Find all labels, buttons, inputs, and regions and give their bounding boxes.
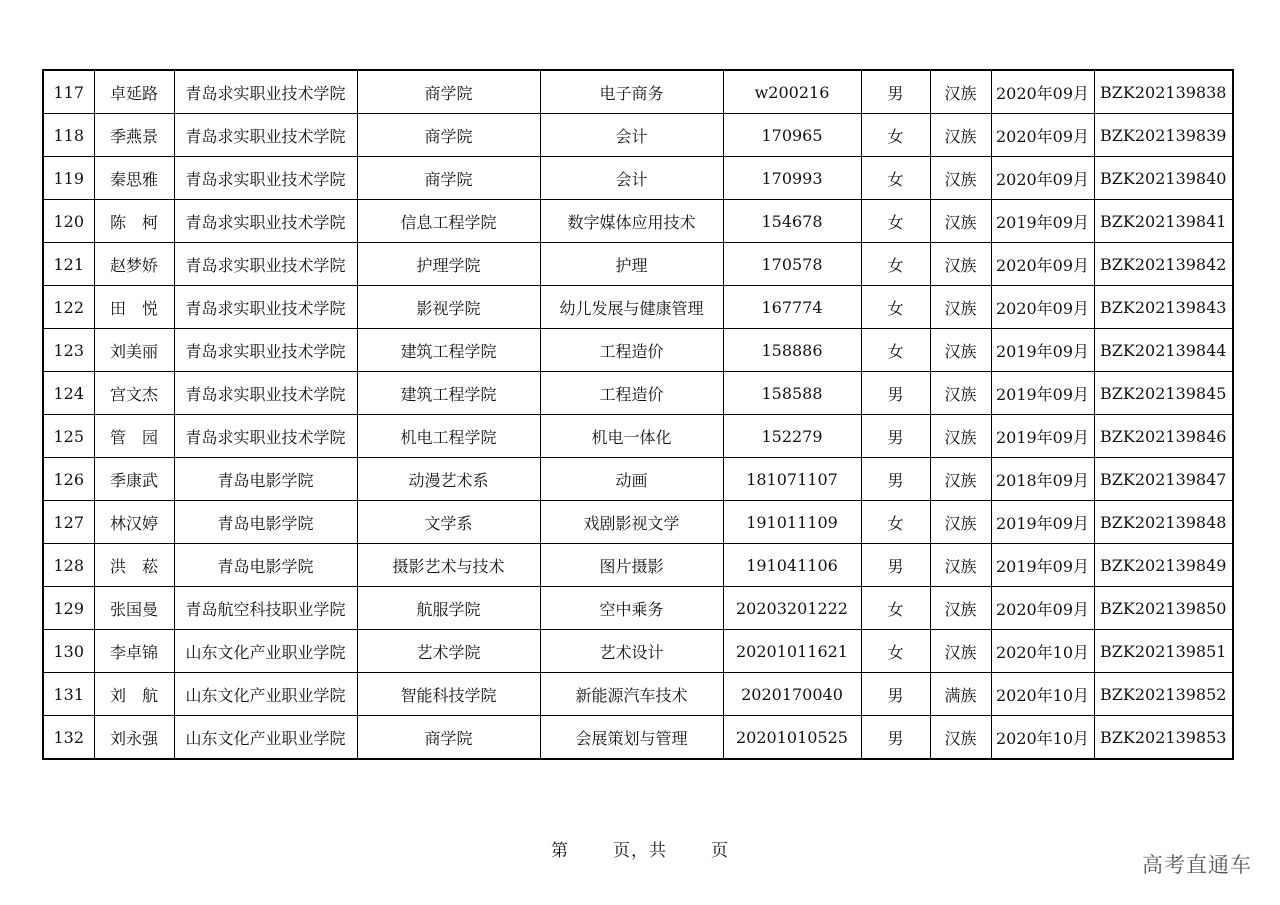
- student-id-cell: 20201011621: [723, 630, 861, 673]
- student-name-cell: 陈 柯: [94, 200, 174, 243]
- student-id-cell: 152279: [723, 415, 861, 458]
- school-name-cell: 青岛求实职业技术学院: [174, 286, 357, 329]
- student-id-cell: 20203201222: [723, 587, 861, 630]
- ethnicity-cell: 汉族: [930, 114, 991, 157]
- certificate-number-cell: BZK202139847: [1094, 458, 1233, 501]
- table-row: [43, 70, 1233, 114]
- gender-cell: 女: [861, 587, 930, 630]
- gender-cell: 男: [861, 673, 930, 716]
- ethnicity-cell: 汉族: [930, 458, 991, 501]
- school-name-cell: 青岛求实职业技术学院: [174, 70, 357, 114]
- row-number-cell: 121: [43, 243, 94, 286]
- gender-cell: 女: [861, 114, 930, 157]
- ethnicity-cell: 汉族: [930, 329, 991, 372]
- row-number-cell: 120: [43, 200, 94, 243]
- school-name-cell: 青岛求实职业技术学院: [174, 243, 357, 286]
- student-name-cell: 卓延路: [94, 70, 174, 114]
- table-row: [43, 458, 1233, 501]
- enrollment-date-cell: 2020年09月: [991, 243, 1094, 286]
- ethnicity-cell: 汉族: [930, 544, 991, 587]
- certificate-number-cell: BZK202139839: [1094, 114, 1233, 157]
- student-id-cell: 158588: [723, 372, 861, 415]
- department-cell: 影视学院: [357, 286, 540, 329]
- row-number-cell: 132: [43, 716, 94, 760]
- enrollment-date-cell: 2018年09月: [991, 458, 1094, 501]
- department-cell: 机电工程学院: [357, 415, 540, 458]
- student-name-cell: 张国曼: [94, 587, 174, 630]
- student-id-cell: 170965: [723, 114, 861, 157]
- table-row: [43, 286, 1233, 329]
- student-id-cell: 158886: [723, 329, 861, 372]
- major-cell: 会计: [540, 157, 723, 200]
- major-cell: 机电一体化: [540, 415, 723, 458]
- major-cell: 新能源汽车技术: [540, 673, 723, 716]
- student-table: [42, 69, 1234, 760]
- table-row: [43, 157, 1233, 200]
- gender-cell: 男: [861, 716, 930, 760]
- student-name-cell: 李卓锦: [94, 630, 174, 673]
- enrollment-date-cell: 2019年09月: [991, 200, 1094, 243]
- enrollment-date-cell: 2020年10月: [991, 673, 1094, 716]
- page-suffix: 页: [711, 841, 729, 861]
- table-row: [43, 673, 1233, 716]
- certificate-number-cell: BZK202139853: [1094, 716, 1233, 760]
- school-name-cell: 青岛航空科技职业学院: [174, 587, 357, 630]
- department-cell: 文学系: [357, 501, 540, 544]
- table-row: [43, 114, 1233, 157]
- major-cell: 空中乘务: [540, 587, 723, 630]
- ethnicity-cell: 汉族: [930, 587, 991, 630]
- table-row: [43, 243, 1233, 286]
- enrollment-date-cell: 2019年09月: [991, 372, 1094, 415]
- student-id-cell: 170578: [723, 243, 861, 286]
- ethnicity-cell: 汉族: [930, 415, 991, 458]
- student-id-cell: 2020170040: [723, 673, 861, 716]
- ethnicity-cell: 汉族: [930, 286, 991, 329]
- table-row: [43, 329, 1233, 372]
- row-number-cell: 130: [43, 630, 94, 673]
- enrollment-date-cell: 2019年09月: [991, 544, 1094, 587]
- gender-cell: 男: [861, 415, 930, 458]
- department-cell: 护理学院: [357, 243, 540, 286]
- gender-cell: 男: [861, 70, 930, 114]
- major-cell: 图片摄影: [540, 544, 723, 587]
- certificate-number-cell: BZK202139851: [1094, 630, 1233, 673]
- ethnicity-cell: 汉族: [930, 157, 991, 200]
- table-row: [43, 716, 1233, 760]
- enrollment-date-cell: 2019年09月: [991, 329, 1094, 372]
- major-cell: 幼儿发展与健康管理: [540, 286, 723, 329]
- school-name-cell: 山东文化产业职业学院: [174, 673, 357, 716]
- student-name-cell: 刘 航: [94, 673, 174, 716]
- ethnicity-cell: 汉族: [930, 372, 991, 415]
- department-cell: 商学院: [357, 157, 540, 200]
- certificate-number-cell: BZK202139843: [1094, 286, 1233, 329]
- row-number-cell: 117: [43, 70, 94, 114]
- student-id-cell: 191011109: [723, 501, 861, 544]
- enrollment-date-cell: 2020年09月: [991, 157, 1094, 200]
- school-name-cell: 青岛求实职业技术学院: [174, 415, 357, 458]
- student-name-cell: 秦思雅: [94, 157, 174, 200]
- student-id-cell: 191041106: [723, 544, 861, 587]
- major-cell: 电子商务: [540, 70, 723, 114]
- enrollment-date-cell: 2020年10月: [991, 716, 1094, 760]
- school-name-cell: 青岛求实职业技术学院: [174, 157, 357, 200]
- department-cell: 摄影艺术与技术: [357, 544, 540, 587]
- row-number-cell: 122: [43, 286, 94, 329]
- major-cell: 动画: [540, 458, 723, 501]
- school-name-cell: 山东文化产业职业学院: [174, 630, 357, 673]
- certificate-number-cell: BZK202139842: [1094, 243, 1233, 286]
- gender-cell: 女: [861, 630, 930, 673]
- school-name-cell: 青岛电影学院: [174, 544, 357, 587]
- student-id-cell: 181071107: [723, 458, 861, 501]
- table-row: [43, 587, 1233, 630]
- gender-cell: 女: [861, 200, 930, 243]
- row-number-cell: 127: [43, 501, 94, 544]
- department-cell: 商学院: [357, 70, 540, 114]
- student-name-cell: 林汉婷: [94, 501, 174, 544]
- school-name-cell: 青岛求实职业技术学院: [174, 372, 357, 415]
- ethnicity-cell: 汉族: [930, 630, 991, 673]
- major-cell: 会展策划与管理: [540, 716, 723, 760]
- department-cell: 动漫艺术系: [357, 458, 540, 501]
- major-cell: 工程造价: [540, 372, 723, 415]
- department-cell: 智能科技学院: [357, 673, 540, 716]
- enrollment-date-cell: 2020年09月: [991, 286, 1094, 329]
- gender-cell: 男: [861, 458, 930, 501]
- gender-cell: 女: [861, 243, 930, 286]
- row-number-cell: 129: [43, 587, 94, 630]
- gender-cell: 男: [861, 372, 930, 415]
- gender-cell: 女: [861, 157, 930, 200]
- ethnicity-cell: 汉族: [930, 243, 991, 286]
- row-number-cell: 124: [43, 372, 94, 415]
- major-cell: 戏剧影视文学: [540, 501, 723, 544]
- table-row: [43, 372, 1233, 415]
- ethnicity-cell: 汉族: [930, 200, 991, 243]
- certificate-number-cell: BZK202139838: [1094, 70, 1233, 114]
- gender-cell: 女: [861, 329, 930, 372]
- school-name-cell: 青岛求实职业技术学院: [174, 329, 357, 372]
- gender-cell: 女: [861, 286, 930, 329]
- ethnicity-cell: 汉族: [930, 70, 991, 114]
- student-name-cell: 洪 菘: [94, 544, 174, 587]
- watermark-logo-text: 高考直通车: [1142, 853, 1252, 877]
- row-number-cell: 125: [43, 415, 94, 458]
- table-row: [43, 200, 1233, 243]
- student-id-cell: 154678: [723, 200, 861, 243]
- gender-cell: 女: [861, 501, 930, 544]
- student-id-cell: 167774: [723, 286, 861, 329]
- student-id-cell: w200216: [723, 70, 861, 114]
- page-footer: [0, 836, 1280, 861]
- student-name-cell: 田 悦: [94, 286, 174, 329]
- certificate-number-cell: BZK202139844: [1094, 329, 1233, 372]
- ethnicity-cell: 汉族: [930, 716, 991, 760]
- row-number-cell: 128: [43, 544, 94, 587]
- ethnicity-cell: 满族: [930, 673, 991, 716]
- major-cell: 艺术设计: [540, 630, 723, 673]
- department-cell: 商学院: [357, 716, 540, 760]
- ethnicity-cell: 汉族: [930, 501, 991, 544]
- table-row: [43, 544, 1233, 587]
- certificate-number-cell: BZK202139846: [1094, 415, 1233, 458]
- table-row: [43, 415, 1233, 458]
- department-cell: 建筑工程学院: [357, 329, 540, 372]
- major-cell: 会计: [540, 114, 723, 157]
- table-row: [43, 630, 1233, 673]
- department-cell: 商学院: [357, 114, 540, 157]
- enrollment-date-cell: 2020年09月: [991, 114, 1094, 157]
- department-cell: 艺术学院: [357, 630, 540, 673]
- certificate-number-cell: BZK202139849: [1094, 544, 1233, 587]
- row-number-cell: 131: [43, 673, 94, 716]
- department-cell: 航服学院: [357, 587, 540, 630]
- student-name-cell: 刘美丽: [94, 329, 174, 372]
- enrollment-date-cell: 2020年09月: [991, 587, 1094, 630]
- enrollment-date-cell: 2020年10月: [991, 630, 1094, 673]
- department-cell: 信息工程学院: [357, 200, 540, 243]
- page-middle: 页，共: [613, 841, 667, 861]
- student-name-cell: 赵梦娇: [94, 243, 174, 286]
- certificate-number-cell: BZK202139840: [1094, 157, 1233, 200]
- enrollment-date-cell: 2019年09月: [991, 501, 1094, 544]
- major-cell: 护理: [540, 243, 723, 286]
- enrollment-date-cell: 2019年09月: [991, 415, 1094, 458]
- certificate-number-cell: BZK202139850: [1094, 587, 1233, 630]
- student-id-cell: 170993: [723, 157, 861, 200]
- certificate-number-cell: BZK202139852: [1094, 673, 1233, 716]
- school-name-cell: 青岛电影学院: [174, 501, 357, 544]
- row-number-cell: 118: [43, 114, 94, 157]
- row-number-cell: 123: [43, 329, 94, 372]
- student-name-cell: 宫文杰: [94, 372, 174, 415]
- student-name-cell: 管 园: [94, 415, 174, 458]
- student-name-cell: 刘永强: [94, 716, 174, 760]
- school-name-cell: 青岛求实职业技术学院: [174, 114, 357, 157]
- student-id-cell: 20201010525: [723, 716, 861, 760]
- table-body: [43, 70, 1233, 759]
- page-prefix: 第: [551, 841, 569, 861]
- certificate-number-cell: BZK202139845: [1094, 372, 1233, 415]
- department-cell: 建筑工程学院: [357, 372, 540, 415]
- school-name-cell: 青岛电影学院: [174, 458, 357, 501]
- row-number-cell: 126: [43, 458, 94, 501]
- student-name-cell: 季燕景: [94, 114, 174, 157]
- enrollment-date-cell: 2020年09月: [991, 70, 1094, 114]
- certificate-number-cell: BZK202139848: [1094, 501, 1233, 544]
- certificate-number-cell: BZK202139841: [1094, 200, 1233, 243]
- row-number-cell: 119: [43, 157, 94, 200]
- table-row: [43, 501, 1233, 544]
- major-cell: 工程造价: [540, 329, 723, 372]
- school-name-cell: 青岛求实职业技术学院: [174, 200, 357, 243]
- gender-cell: 男: [861, 544, 930, 587]
- school-name-cell: 山东文化产业职业学院: [174, 716, 357, 760]
- major-cell: 数字媒体应用技术: [540, 200, 723, 243]
- student-name-cell: 季康武: [94, 458, 174, 501]
